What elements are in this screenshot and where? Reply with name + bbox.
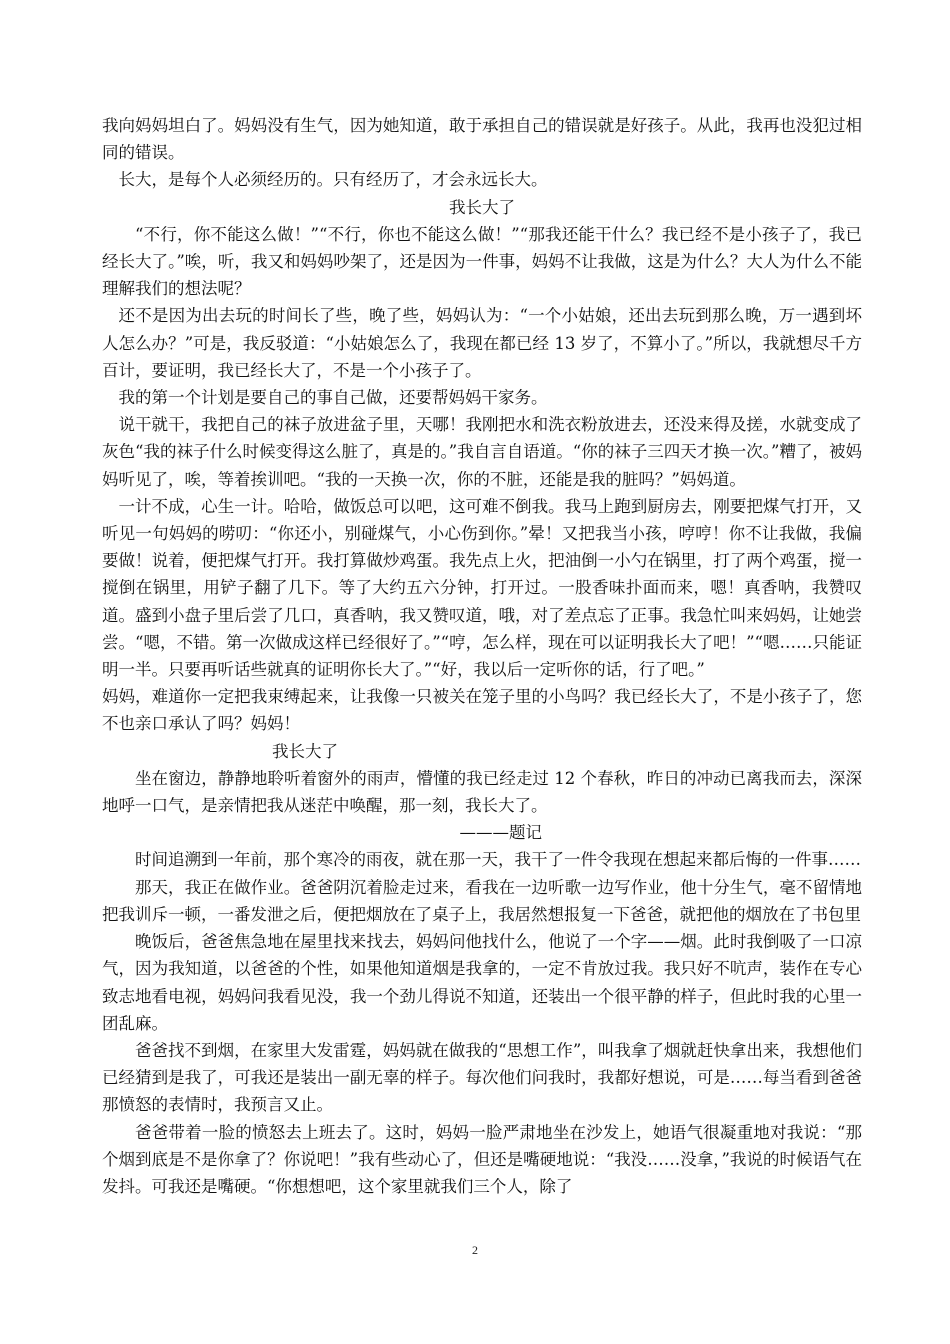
- paragraph: 还不是因为出去玩的时间长了些，晚了些，妈妈认为：“一个小姑娘，还出去玩到那么晚，万一遇到坏人怎么办？”可是，我反驳道：“小姑娘怎么了，我现在都已经 13 岁了，不算小了。”所以，我就想尽千方百计，要证明，我已经长大了，不是一个小孩子了。: [102, 306, 862, 380]
- paragraph: 长大，是每个人必须经历的。只有经历了，才会永远长大。: [118, 170, 548, 190]
- paragraph: 爸爸带着一脸的愤怒去上班去了。这时，妈妈一脸严肃地坐在沙发上，她语气很凝重地对我说：“那个烟到底是不是你拿了？你说吧！”我有些动心了，但还是嘴硬地说：“我没……没拿，”我说的时候语气在发抖。可我还是嘴硬。“你想想吧，这个家里就我们三个人，除了: [102, 1122, 862, 1196]
- paragraph: 我的第一个计划是要自己的事自己做，还要帮妈妈干家务。: [118, 388, 548, 408]
- paragraph: 说干就干，我把自己的袜子放进盆子里，天哪！我刚把水和洗衣粉放进去，还没来得及搓，水就变成了灰色“我的袜子什么时候变得这么脏了，真是的。”我自言自语道。“你的袜子三四天才换一次。”糟了，被妈妈听见了，唉，等着挨训吧。“我的一天换一次，你的不脏，还能是我的脏吗？”妈妈道。: [102, 415, 862, 489]
- essay-title: 我长大了: [272, 741, 338, 761]
- document-page: [102, 112, 862, 1200]
- paragraph: 妈妈，难道你一定把我束缚起来，让我像一只被关在笼子里的小鸟吗？我已经长大了，不是小孩子了，您不也亲口承认了吗？妈妈！: [102, 687, 862, 734]
- paragraph: 那天，我正在做作业。爸爸阴沉着脸走过来，看我在一边听歌一边写作业，他十分生气，毫不留情地把我训斥一顿，一番发泄之后，便把烟放在了桌子上，我居然想报复一下爸爸，就把他的烟放在了书包里: [102, 877, 862, 924]
- essay-title: 我长大了: [449, 197, 515, 217]
- epigraph: 坐在窗边，静静地聆听着窗外的雨声，懵懂的我已经走过 12 个春秋，昨日的冲动已离我而去，深深地呼一口气，是亲情把我从迷茫中唤醒，那一刻，我长大了。: [102, 768, 862, 816]
- paragraph: 我向妈妈坦白了。妈妈没有生气，因为她知道，敢于承担自己的错误就是好孩子。从此，我再也没犯过相同的错误。: [102, 116, 862, 163]
- paragraph: 时间追溯到一年前，那个寒冷的雨夜，就在那一天，我干了一件令我现在想起来都后悔的一件事……: [135, 850, 861, 870]
- paragraph: 晚饭后，爸爸焦急地在屋里找来找去，妈妈问他找什么，他说了一个字——烟。此时我倒吸了一口凉气，因为我知道，以爸爸的个性，如果他知道烟是我拿的，一定不肯放过我。我只好不吭声，装作在专心致志地看电视，妈妈问我看见没，我一个劲儿得说不知道，还装出一个很平静的样子，但此时我的心里一团乱麻。: [102, 932, 862, 1033]
- paragraph: 一计不成，心生一计。哈哈，做饭总可以吧，这可难不倒我。我马上跑到厨房去，刚要把煤气打开，又听见一句妈妈的唠叨：“你还小，别碰煤气，小心伤到你。”晕！又把我当小孩，哼哼！你不让我做，我偏要做！说着，便把煤气打开。我打算做炒鸡蛋。我先点上火，把油倒一小勺在锅里，打了两个鸡蛋，搅一搅倒在锅里，用铲子翻了几下。等了大约五六分钟，打开过。一股香味扑面而来，嗯！真香呐，我赞叹道。盛到小盘子里后尝了几口，真香呐，我又赞叹道，哦，对了差点忘了正事。我急忙叫来妈妈，让她尝尝。“嗯，不错。第一次做成这样已经很好了。”“哼，怎么样，现在可以证明我长大了吧！”“嗯……只能证明一半。只要再听话些就真的证明你长大了。”“好，我以后一定听你的话，行了吧。”: [102, 496, 862, 680]
- paragraph: 爸爸找不到烟，在家里大发雷霆，妈妈就在做我的“思想工作”，叫我拿了烟就赶快拿出来，我想他们已经猜到是我了，可我还是装出一副无辜的样子。每次他们问我时，我都好想说，可是……每当看到爸爸那愤怒的表情时，我预言又止。: [102, 1040, 862, 1115]
- page-number: 2: [472, 1243, 478, 1257]
- epigraph-signature: ———题记: [459, 823, 542, 843]
- paragraph: “不行，你不能这么做！”“不行，你也不能这么做！”“那我还能干什么？我已经不是小孩子了，我已经长大了。”唉，听，我又和妈妈吵架了，还是因为一件事，妈妈不让我做，这是为什么？大人为什么不能理解我们的想法呢？: [102, 224, 862, 299]
